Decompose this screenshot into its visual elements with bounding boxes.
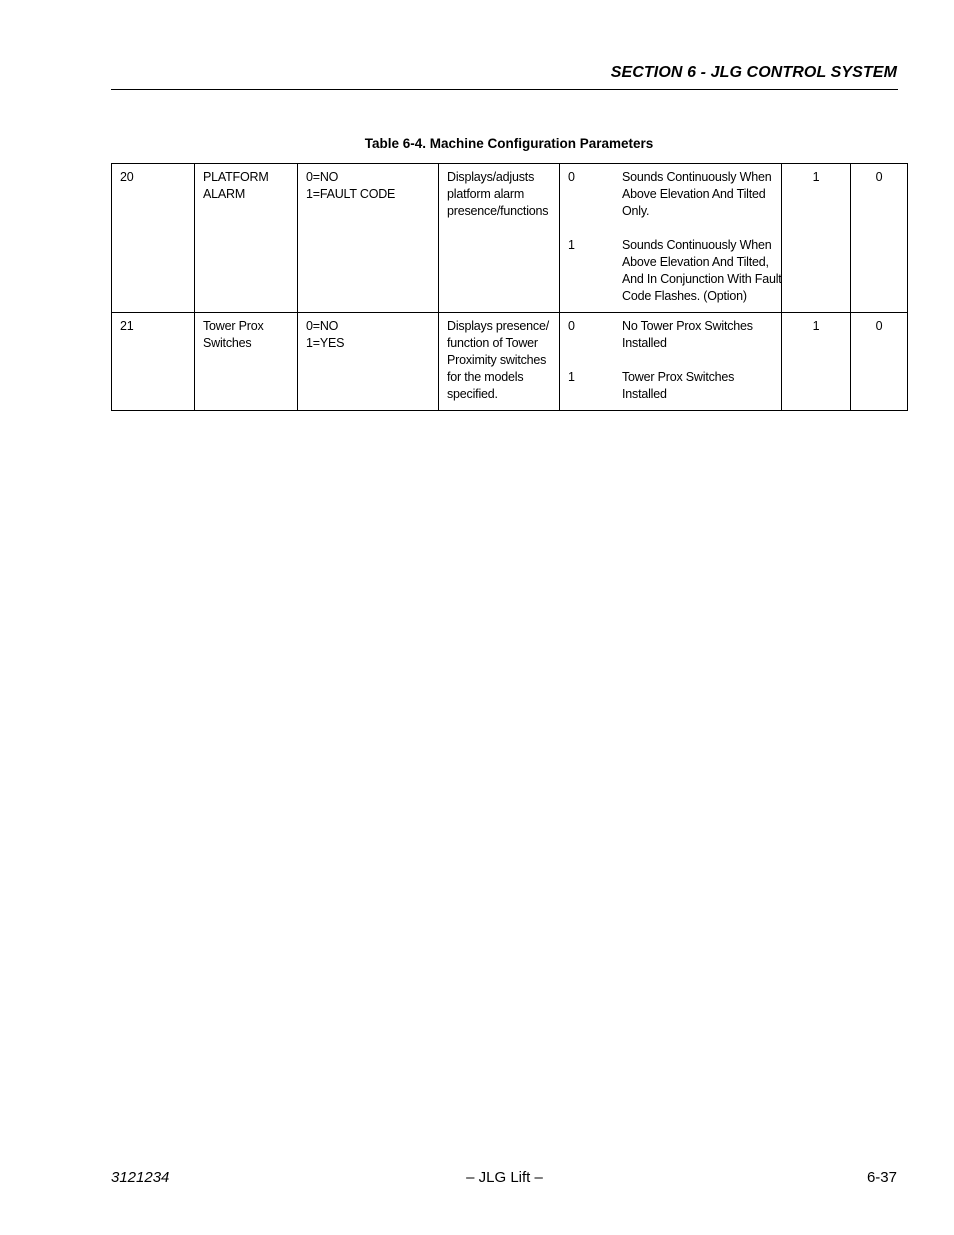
param-number: 20 bbox=[112, 164, 195, 313]
value-description-line: No Tower Prox Switches bbox=[622, 319, 753, 333]
doc-number: 3121234 bbox=[111, 1169, 170, 1186]
value-description-line: Tower Prox Switches bbox=[622, 370, 735, 384]
config-table bbox=[111, 163, 908, 411]
param-description bbox=[439, 313, 560, 411]
param-description-line: Displays presence/ bbox=[447, 319, 550, 333]
value-description-line: Above Elevation And Tilted bbox=[622, 187, 766, 201]
header-rule bbox=[111, 89, 898, 90]
value-entry bbox=[568, 237, 782, 305]
value-description-line: Sounds Continuously When bbox=[622, 238, 772, 252]
param-description-line: platform alarm bbox=[447, 187, 525, 201]
section-title: SECTION 6 - JLG CONTROL SYSTEM bbox=[610, 64, 897, 81]
param-description-line: Proximity switches bbox=[447, 353, 547, 367]
param-col7: 1 bbox=[782, 313, 851, 411]
param-description bbox=[439, 164, 560, 313]
table-row bbox=[112, 313, 908, 411]
table-title: Table 6-4. Machine Configuration Parameters bbox=[364, 136, 654, 151]
param-values bbox=[560, 313, 782, 411]
param-range bbox=[298, 313, 439, 411]
value-number: 1 bbox=[568, 238, 575, 252]
param-range bbox=[298, 164, 439, 313]
param-name bbox=[195, 164, 298, 313]
param-col8: 0 bbox=[851, 164, 908, 313]
param-description-line: Displays/adjusts bbox=[447, 170, 535, 184]
param-name-line: Tower Prox bbox=[203, 319, 264, 333]
value-description bbox=[622, 318, 773, 352]
param-description-line: function of Tower bbox=[447, 336, 538, 350]
param-description-line: specified. bbox=[447, 387, 498, 401]
value-description-line: Installed bbox=[622, 336, 667, 350]
param-range-line: 1=FAULT CODE bbox=[306, 187, 396, 201]
param-name bbox=[195, 313, 298, 411]
value-entry bbox=[568, 169, 773, 220]
page-number: 6-37 bbox=[866, 1169, 897, 1186]
value-description-line: And In Conjunction With Fault bbox=[622, 272, 782, 286]
param-range-line: 0=NO bbox=[306, 170, 339, 184]
value-entry bbox=[568, 318, 773, 352]
footer-center-text: – JLG Lift – bbox=[466, 1169, 543, 1186]
param-number: 21 bbox=[112, 313, 195, 411]
value-description bbox=[622, 369, 773, 403]
value-description bbox=[622, 169, 773, 220]
value-number: 1 bbox=[568, 370, 575, 384]
param-range-line: 1=YES bbox=[306, 336, 345, 350]
value-description-line: Code Flashes. (Option) bbox=[622, 289, 747, 303]
param-values bbox=[560, 164, 782, 313]
value-description bbox=[622, 237, 782, 305]
value-description-line: Installed bbox=[622, 387, 667, 401]
value-entry bbox=[568, 369, 773, 403]
param-name-line: ALARM bbox=[203, 187, 246, 201]
value-number: 0 bbox=[568, 170, 575, 184]
param-col8: 0 bbox=[851, 313, 908, 411]
value-description-line: Only. bbox=[622, 204, 650, 218]
value-description-line: Above Elevation And Tilted, bbox=[622, 255, 769, 269]
param-description-line: for the models bbox=[447, 370, 524, 384]
param-description-line: presence/functions bbox=[447, 204, 549, 218]
param-col7: 1 bbox=[782, 164, 851, 313]
param-name-line: Switches bbox=[203, 336, 252, 350]
value-description-line: Sounds Continuously When bbox=[622, 170, 772, 184]
value-number: 0 bbox=[568, 319, 575, 333]
table-row bbox=[112, 164, 908, 313]
param-name-line: PLATFORM bbox=[203, 170, 269, 184]
param-range-line: 0=NO bbox=[306, 319, 339, 333]
